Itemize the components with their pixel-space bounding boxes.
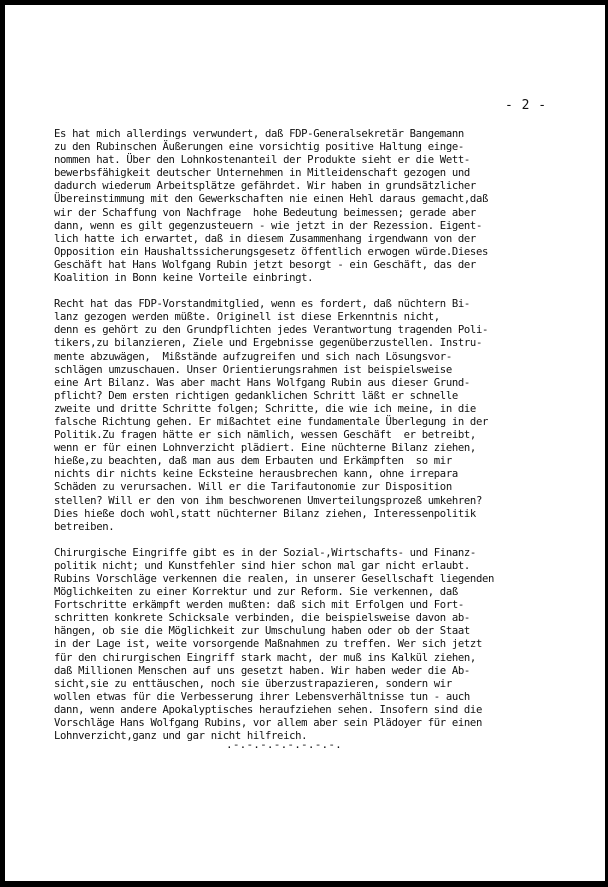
text-line: eine Art Bilanz. Was aber macht Hans Wolfgang Rubin aus dieser Grund- <box>54 376 470 389</box>
text-line: Politik.Zu fragen hätte er sich nämlich, wessen Geschäft er betreibt, <box>54 429 476 442</box>
paragraph-2 <box>54 298 580 534</box>
text-line: bewerbsfähigkeit deutscher Unternehmen in Mitleidenschaft gezogen und <box>54 167 470 180</box>
text-line: wenn er für einen Lohnverzicht plädiert. Eine nüchterne Bilanz ziehen, <box>54 442 476 455</box>
text-line: pflicht? Dem ersten richtigen gedanklichen Schritt läßt er schnelle <box>54 389 458 402</box>
scan-border-top <box>0 0 608 5</box>
paragraph-1 <box>54 128 580 285</box>
paragraph-3 <box>54 547 580 743</box>
text-line: lich hatte ich erwartet, daß in diesem Zusammenhang irgendwann von der <box>54 232 476 245</box>
text-line: Übereinstimmung mit den Gewerkschaften nie einen Hehl daraus gemacht,daß <box>54 193 489 206</box>
text-line: schritten konkrete Schicksale verbinden, die beispielsweise davon ab- <box>54 612 470 625</box>
text-line: hängen, ob sie die Möglichkeit zur Umschulung haben oder ob der Staat <box>54 625 470 638</box>
scan-border-left <box>0 0 5 887</box>
text-line: politik nicht; und Kunstfehler sind hier schon mal gar nicht erlaubt. <box>54 559 470 572</box>
text-line: stellen? Will er den von ihm beschworenen Umverteilungsprozeß umkehren? <box>54 494 482 507</box>
text-line: wir der Schaffung von Nachfrage hohe Bedeutung beimessen; gerade aber <box>54 206 476 219</box>
text-line: Geschäft hat Hans Wolfgang Rubin jetzt besorgt - ein Geschäft, das der <box>54 258 476 271</box>
text-line: Möglichkeiten zu einer Korrektur und zur Reform. Sie verkennen, daß <box>54 586 458 599</box>
text-line: Recht hat das FDP-Vorstandmitglied, wenn es fordert, daß nüchtern Bi- <box>54 298 470 311</box>
text-line: dann, wenn es gilt gegenzusteuern - wie jetzt in der Rezession. Eigent- <box>54 219 482 232</box>
text-line: Schäden zu verursachen. Will er die Tarifautonomie zur Disposition <box>54 481 452 494</box>
text-line: in der Lage ist, weite vorsorgende Maßnahmen zu treffen. Wer sich jetzt <box>54 638 482 651</box>
text-line: Opposition ein Haushaltssicherungsgesetz öffentlich erwogen würde.Dieses <box>54 245 489 258</box>
document-body <box>54 128 580 743</box>
text-line: daß Millionen Menschen auf uns gesetzt haben. Wir haben weder die Ab- <box>54 664 470 677</box>
text-line: Dies hieße doch wohl,statt nüchterner Bilanz ziehen, Interessenpolitik <box>54 507 476 520</box>
text-line: Rubins Vorschläge verkennen die realen, in unserer Gesellschaft liegenden <box>54 573 495 585</box>
text-line: nommen hat. Über den Lohnkostenanteil der Produkte sieht er die Wett- <box>54 154 470 167</box>
text-line: betreiben. <box>54 520 115 533</box>
text-line: falsche Richtung gehen. Er mißachtet eine fundamentale Überlegung in der <box>54 415 489 428</box>
text-line: lanz gezogen werden müßte. Originell ist diese Erkenntnis nicht, <box>54 311 440 324</box>
text-line: mente abzuwägen, Mißstände aufzugreifen und sich nach Lösungsvor- <box>54 350 452 363</box>
text-line: tikers,zu bilanzieren, Ziele und Ergebnisse gegenüberzustellen. Instru- <box>54 337 482 350</box>
text-line: wollen etwas für die Verbesserung ihrer Lebensverhältnisse tun - auch <box>54 690 470 703</box>
text-line: Koalition in Bonn keine Vorteile einbringt. <box>54 272 314 285</box>
text-line: Lohnverzicht,ganz und gar nicht hilfreich. <box>54 730 308 743</box>
text-line: dann, wenn andere Apokalyptisches heraufziehen sehen. Insofern sind die <box>54 703 482 716</box>
text-line: denn es gehört zu den Grundpflichten jedes Verantwortung tragenden Poli- <box>54 324 489 337</box>
text-line: für den chirurgischen Eingriff stark macht, der muß ins Kalkül ziehen, <box>54 651 476 664</box>
text-line: schlägen umzuschauen. Unser Orientierungsrahmen ist beispielsweise <box>54 363 452 376</box>
text-line: dadurch wiederum Arbeitsplätze gefährdet. Wir haben in grundsätzlicher <box>54 180 476 193</box>
text-line: zweite und dritte Schritte folgen; Schritte, die wie ich meine, in die <box>54 402 476 415</box>
text-line: Chirurgische Eingriffe gibt es in der Sozial-,Wirtschafts- und Finanz- <box>54 546 476 559</box>
closing-dash-line: .-.-.-.-.-.-.-.-. <box>226 738 342 751</box>
text-line: Vorschläge Hans Wolfgang Rubins, vor allem aber sein Plädoyer für einen <box>54 717 482 730</box>
page-number: - 2 - <box>505 98 547 113</box>
text-line: nichts dir nichts keine Ecksteine herausbrechen kann, ohne irrepara <box>54 468 458 481</box>
text-line: zu den Rubinschen Äußerungen eine vorsichtig positive Haltung einge- <box>54 141 464 154</box>
scan-border-bottom <box>0 881 608 887</box>
text-line: Fortschritte erkämpft werden mußten: daß sich mit Erfolgen und Fort- <box>54 599 464 612</box>
text-line: Es hat mich allerdings verwundert, daß FDP-Generalsekretär Bangemann <box>54 128 464 140</box>
text-line: sicht,sie zu enttäuschen, noch sie überzustrapazieren, sondern wir <box>54 677 452 690</box>
text-line: hieße,zu beachten, daß man aus dem Erbauten und Erkämpften so mir <box>54 455 452 468</box>
